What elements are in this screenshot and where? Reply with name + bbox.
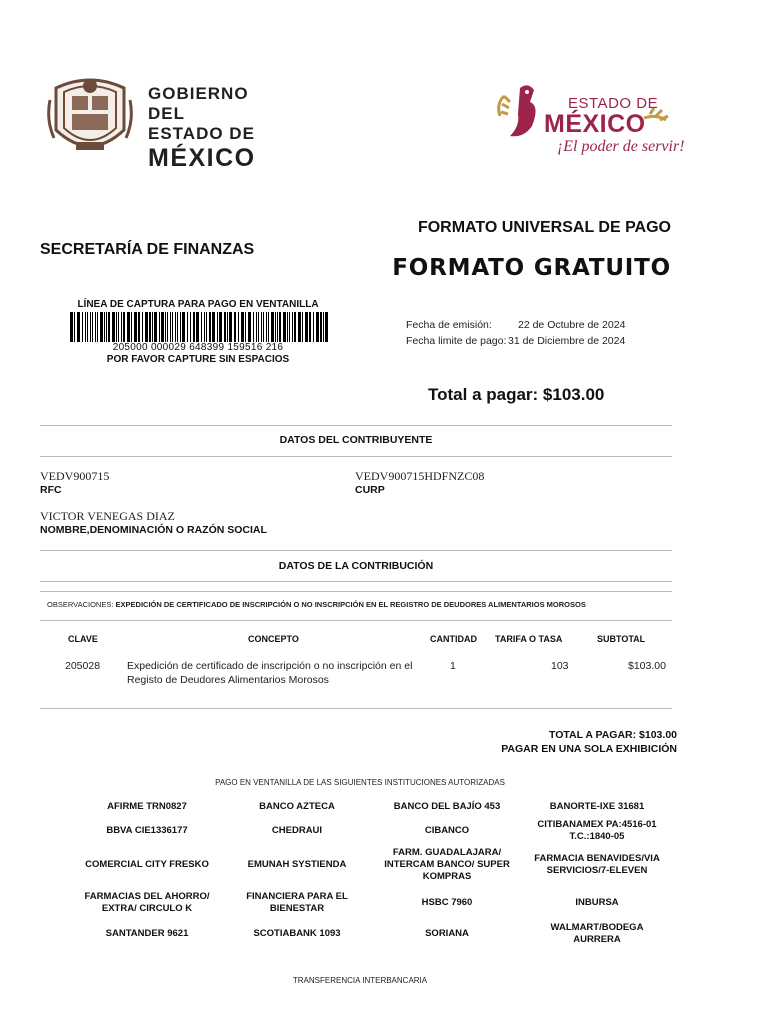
row-subtotal: $103.00: [628, 660, 666, 672]
capture-note: POR FAVOR CAPTURE SIN ESPACIOS: [106, 354, 290, 365]
rfc-label: RFC: [40, 484, 62, 496]
row-concepto-line2: Registo de Deudores Alimentarios Morosos: [127, 674, 329, 686]
divider: [40, 456, 672, 457]
observaciones-value: EXPEDICIÓN DE CERTIFICADO DE INSCRIPCIÓN O NO INSCRIPCIÓN EN EL REGISTRO DE DEUDORES ALIMENTARIOS MOROSOS: [115, 600, 586, 609]
linea-captura-number: 205000 000029 648399 159516 216: [112, 342, 284, 353]
divider: [40, 620, 672, 621]
institution-item: BANCO DEL BAJÍO 453: [393, 801, 501, 812]
nombre-label: NOMBRE,DENOMINACIÓN O RAZÓN SOCIAL: [40, 524, 267, 536]
institution-item: HSBC 7960: [421, 897, 473, 908]
contribucion-section-title: DATOS DE LA CONTRIBUCIÓN: [278, 560, 434, 572]
gobierno-line1: GOBIERNO DEL: [148, 84, 249, 123]
institution-item: SORIANA: [425, 928, 469, 939]
gobierno-line3: MÉXICO: [148, 144, 256, 172]
contribuyente-section-title: DATOS DEL CONTRIBUYENTE: [279, 434, 433, 446]
transferencia-interbancaria: TRANSFERENCIA INTERBANCARIA: [292, 976, 428, 985]
formato-gratuito-title: FORMATO GRATUITO: [392, 255, 671, 281]
row-tarifa: 103: [551, 660, 569, 672]
barcode-image: [68, 312, 334, 342]
institution-item: INBURSA: [575, 897, 619, 908]
institution-item: WALMART/BODEGA AURRERA: [550, 922, 644, 945]
institution-item: BANORTE-IXE 31681: [549, 801, 645, 812]
total-a-pagar-heading: Total a pagar: $103.00: [428, 385, 605, 404]
institution-item: EMUNAH SYSTIENDA: [247, 859, 347, 870]
institution-item: FARMACIA BENAVIDES/VIA SERVICIOS/7-ELEVEN: [534, 853, 660, 876]
secretaria-title: SECRETARÍA DE FINANZAS: [40, 241, 255, 258]
observaciones-label: OBSERVACIONES:: [47, 600, 114, 609]
institution-item: COMERCIAL CITY FRESKO: [85, 859, 209, 870]
edomex-brand-line2: MÉXICO: [544, 110, 646, 138]
divider: [40, 425, 672, 426]
fecha-emision-value: 22 de Octubre de 2024: [518, 319, 626, 331]
divider: [40, 708, 672, 709]
observaciones: [47, 600, 586, 609]
nombre-value: VICTOR VENEGAS DIAZ: [40, 509, 175, 523]
row-clave: 205028: [65, 660, 101, 672]
gobierno-line2: ESTADO DE: [148, 124, 255, 143]
institution-item: BANCO AZTECA: [259, 801, 335, 812]
column-header-concepto: CONCEPTO: [248, 634, 299, 644]
column-header-cantidad: CANTIDAD: [430, 634, 477, 644]
column-header-subtotal: SUBTOTAL: [597, 634, 646, 644]
total-line2: PAGAR EN UNA SOLA EXHIBICIÓN: [501, 743, 677, 755]
institution-item: CITIBANAMEX PA:4516-01 T.C.:1840-05: [537, 819, 657, 842]
total-line1: TOTAL A PAGAR: $103.00: [549, 729, 677, 741]
institution-item: FARMACIAS DEL AHORRO/ EXTRA/ CIRCULO K: [84, 891, 210, 914]
curp-label: CURP: [355, 484, 385, 496]
edomex-brand-line1: ESTADO DE: [568, 95, 659, 112]
edomex-slogan: ¡El poder de servir!: [557, 138, 685, 155]
linea-captura-label: LÍNEA DE CAPTURA PARA PAGO EN VENTANILLA: [77, 299, 319, 310]
instituciones-title: PAGO EN VENTANILLA DE LAS SIGUIENTES INSTITUCIONES AUTORIZADAS: [215, 778, 505, 787]
fecha-emision-label: Fecha de emisión:: [406, 319, 492, 331]
instituciones-grid: [72, 795, 672, 949]
fecha-limite-label: Fecha limite de pago:: [406, 335, 507, 347]
row-concepto: [127, 659, 412, 687]
institution-item: FARM. GUADALAJARA/ INTERCAM BANCO/ SUPER KOMPRAS: [384, 847, 510, 882]
institution-item: CIBANCO: [424, 825, 470, 836]
total-a-pagar-summary: [400, 728, 677, 756]
gobierno-estado-mexico-logo-text: [148, 84, 288, 172]
institution-item: FINANCIERA PARA EL BIENESTAR: [246, 891, 348, 914]
institution-item: SANTANDER 9621: [105, 928, 189, 939]
curp-value: VEDV900715HDFNZC08: [355, 469, 485, 483]
institution-item: SCOTIABANK 1093: [253, 928, 341, 939]
institution-item: CHEDRAUI: [271, 825, 323, 836]
row-cantidad: 1: [450, 660, 456, 672]
column-header-clave: CLAVE: [68, 634, 98, 644]
document-type-title: FORMATO UNIVERSAL DE PAGO: [417, 219, 671, 236]
divider: [40, 550, 672, 551]
divider: [40, 591, 672, 592]
column-header-tarifa: TARIFA O TASA: [495, 634, 563, 644]
fecha-limite-value: 31 de Diciembre de 2024: [508, 335, 626, 347]
divider: [40, 581, 672, 582]
institution-item: AFIRME TRN0827: [107, 801, 187, 812]
row-concepto-line1: Expedición de certificado de inscripción o no inscripción en el: [127, 660, 413, 672]
institution-item: BBVA CIE1336177: [106, 825, 188, 836]
estado-de-mexico-seal-logo: [46, 70, 134, 160]
rfc-value: VEDV900715: [40, 469, 110, 483]
